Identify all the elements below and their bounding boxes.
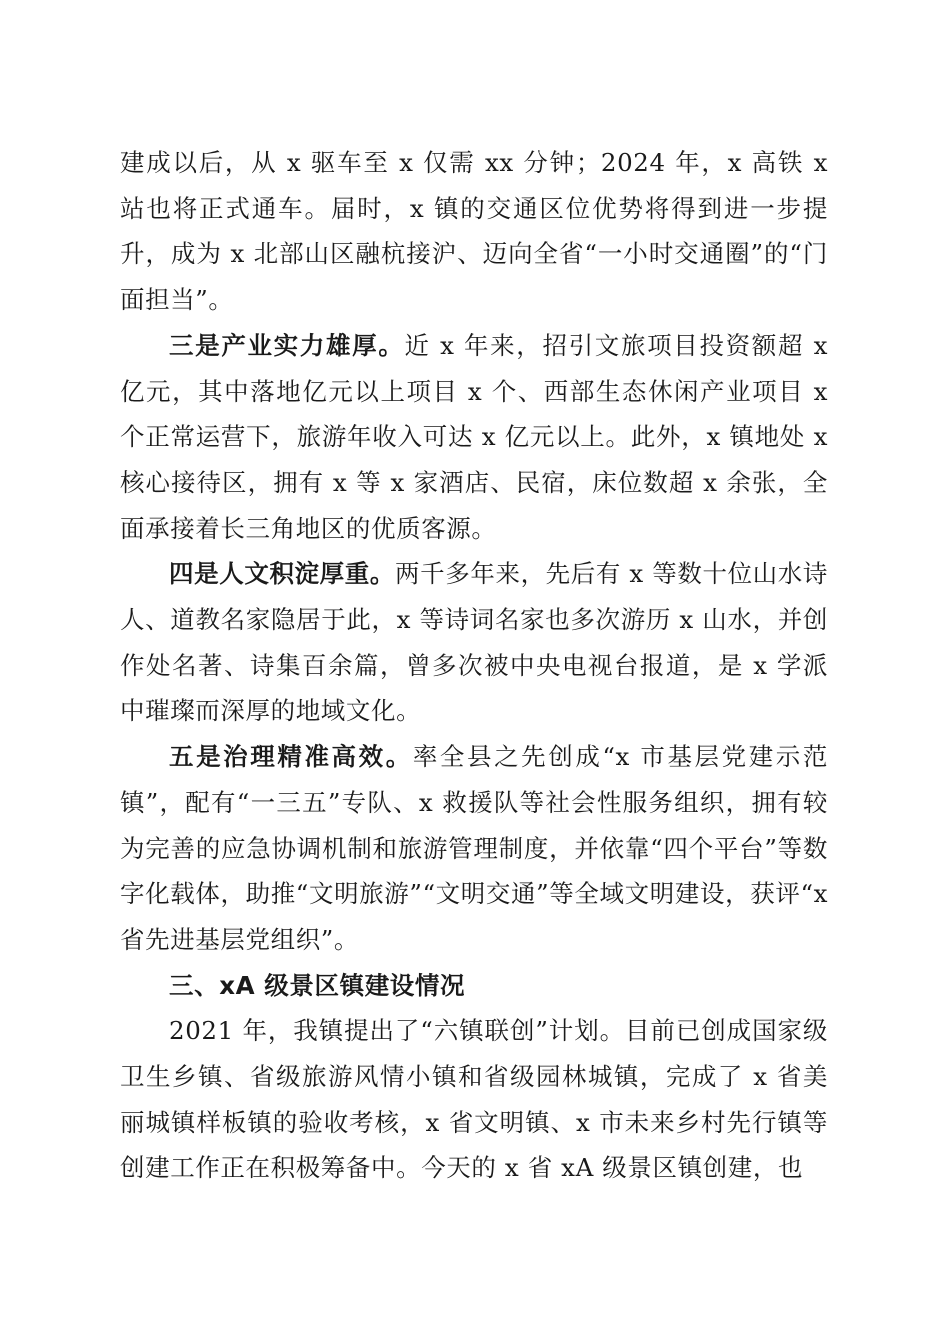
paragraph-closing: 2021 年，我镇提出了“六镇联创”计划。目前已创成国家级卫生乡镇、省级旅游风情小镇和省级园林城镇，完成了 x 省美丽城镇样板镇的验收考核，x 省文明镇、x 市未来乡村先行镇等创建工作正在积极筹备中。今天的 x 省 xA 级景区镇创建，也 [120,1016,828,1183]
section-heading: 三、xA 级景区镇建设情况 [169,970,466,1000]
paragraph-industry-lead: 三是产业实力雄厚。 [169,330,405,360]
paragraph-governance-lead: 五是治理精准高效。 [169,742,413,772]
paragraph-culture [120,551,828,734]
document-body [120,140,828,1191]
paragraph-transport [120,140,828,323]
paragraph-culture-lead: 四是人文积淀厚重。 [169,559,396,589]
paragraph-transport-text: 建成以后，从 x 驱车至 x 仅需 xx 分钟；2024 年，x 高铁 x 站也将正式通车。届时，x 镇的交通区位优势将得到进一步提升，成为 x 北部山区融杭接沪、迈向全省“一小时交通圈”的“门面担当”。 [120,148,828,315]
paragraph-governance [120,734,828,963]
paragraph-industry-text: 近 x 年来，招引文旅项目投资额超 x 亿元，其中落地亿元以上项目 x 个、西部生态休闲产业项目 x 个正常运营下，旅游年收入可达 x 亿元以上。此外，x 镇地处 x 核心接待区，拥有 x 等 x 家酒店、民宿，床位数超 x 余张，全面承接着长三角地区的优质客源。 [120,330,828,543]
paragraph-industry [120,323,828,552]
paragraph-culture-text: 两千多年来，先后有 x 等数十位山水诗人、道教名家隐居于此，x 等诗词名家也多次游历 x 山水，并创作处名著、诗集百余篇，曾多次被中央电视台报道，是 x 学派中璀璨而深厚的地域文化。 [120,559,829,726]
paragraph-governance-text: 率全县之先创成“x 市基层党建示范镇”，配有“一三五”专队、x 救援队等社会性服务组织，拥有较为完善的应急协调机制和旅游管理制度，并依靠“四个平台”等数字化载体，助推“文明旅游”“文明交通”等全域文明建设，获评“x 省先进基层党组织”。 [120,742,828,954]
